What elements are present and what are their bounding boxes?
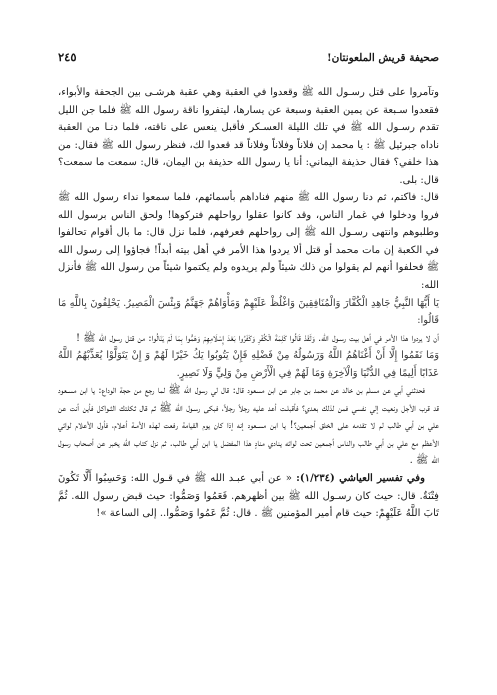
paragraph-5-text: « عن أبي عبـد الله ﷺ في قـول الله: وَحَسِبُوا أَلَّا تَكُونَ فِتْنَةٌ. قال: حيث كان رسـول الله ﷺ بين أظهرهم. فَعَمُوا وَصَمُّوا: حيث قبض رسول الله. ثُمَّ تَابَ اللَّهُ عَلَيْهِمْ: حيث قام أمير المؤمنين ﷺ . قال: ثُمَّ عَمُوا وَصَمُّوا.. إلى الساعة »! [58, 473, 439, 520]
paragraph-3: أن لا يردوا هذا الأمر في أهل بيت رسـول الله. وَلَقَدْ قَالُوا كَلِمَةَ الْكُفْرِ وَكَفَرُوا بَعْدَ إِسْلَامِهِمْ وَهَمُّوا بِمَا لَمْ يَنَالُوا: من قتل رسول الله ﷺ ! [76, 332, 439, 344]
running-title: صحيفة قريش الملعونتان! [327, 52, 439, 64]
running-header [58, 50, 439, 66]
page-number: ٢٤٥ [58, 50, 77, 64]
paragraph-2: قال: فاكتم، ثم دنا رسول الله ﷺ منهم فناداهم بأسمائهم، فلما سمعوا نداء رسول الله ﷺ فروا ودخلوا في غمار الناس، وقد كانوا عقلوا رواحلهم فتركوها! ولحق الناس برسول الله وطلبوهم وانتهى رسـول الله ﷺ إلى رواحلهم فعرفهم، فلما نزل قال: ما بال أقوام تحالفوا في الكعبة إن مات محمد أو قتل ألا يردوا هذا الأمر في أهل بيته أبداً! فجاؤوا إلى رسول الله ﷺ فحلفوا أنهم لم يقولوا من ذلك شيئاً ولم يريدوه ولم يكتموا شيئاً من رسول الله ﷺ فأنزل الله: [58, 192, 439, 292]
paragraph-4: فحدثني أبي عن مسلم بن خالد عن محمد بن جابر عن ابن مسعود قال: قال لي رسول الله ﷺ لما رجع من حجة الوداع: يا ابن مسـعود قد قرب الأجل ونعيت إلي نفسي فمن لذلك بعدي؟ فأقبلـت أعد عليه رجلاً رجلاً، فبكى رسـول الله ﷺ ثم قال ثكلتك الثـواكل فأين أنت عن علي بن أبي طالب لم لا تقدمه على الخلق أجمعين؟! يا ابن مسـعود إنه إذا كان يوم القيامة رفعت لهذه الأمـة أعلام، فأول الأعلام لوائي الأعظم مع علي بن أبي طالب والناس أجمعين تحت لوائه ينادي منادٍ هذا المفضل يا ابن أبي طالب. ثم نزل كتاب الله يخبر عن أصحاب رسول الله ﷺ . [58, 385, 439, 467]
quran-verse-1: يَا أَيُّهَا النَّبِيُّ جَاهِدِ الْكُفَّارَ وَالْمُنَافِقِينَ وَاغْلُظْ عَلَيْهِمْ وَمَأْوَاهُمْ جَهَنَّمُ وَبِئْسَ الْمَصِيرُ. يَحْلِفُونَ بِاللَّهِ مَا قَالُوا: [58, 297, 439, 327]
paragraph-1: وتآمروا على قتل رسـول الله ﷺ وقعدوا في العقبة وهي عقبة هرشـى بين الجحفة والأبواء، فقعدوا سـبعة عن يمين العقبة وسبعة عن يسارها، ليتفروا ناقة رسول الله ﷺ فلما جن الليل تقدم رسـول الله ﷺ في تلك الليلة العسـكر فأقبل ينعس على ناقته، فلما دنـا من العقبة ناداه جبرئيل ﷺ : يا محمد إن فلاناً وفلاناً وفلاناً قد قعدوا لك، فنظر رسول الله ﷺ فقال: من هذا خلفي؟ فقال حذيفة اليماني: أنا يا رسول الله حذيفة بن اليمان، قال: سمعت ما سمعت؟ قال: بلى. [58, 87, 439, 186]
paragraph-5 [58, 470, 439, 523]
body-text [58, 84, 439, 523]
source-citation: وفي تفسير العياشي (١/٢٣٤): [291, 473, 425, 485]
quran-verse-2: وَمَا نَقَمُوا إِلَّا أَنْ أَغْنَاهُمُ اللَّهُ وَرَسُولُهُ مِنْ فَضْلِهِ فَإِنْ يَتُوبُوا يَكُ خَيْرًا لَهُمْ وَ إِنْ يَتَوَلَّوْا يُعَذِّبْهُمُ اللَّهُ عَذَابًا أَلِيمًا فِي الدُّنْيَا وَالْآخِرَةِ وَمَا لَهُمْ فِي الْأَرْضِ مِنْ وَلِيٍّ وَلَا نَصِيرٍ. [58, 350, 439, 379]
